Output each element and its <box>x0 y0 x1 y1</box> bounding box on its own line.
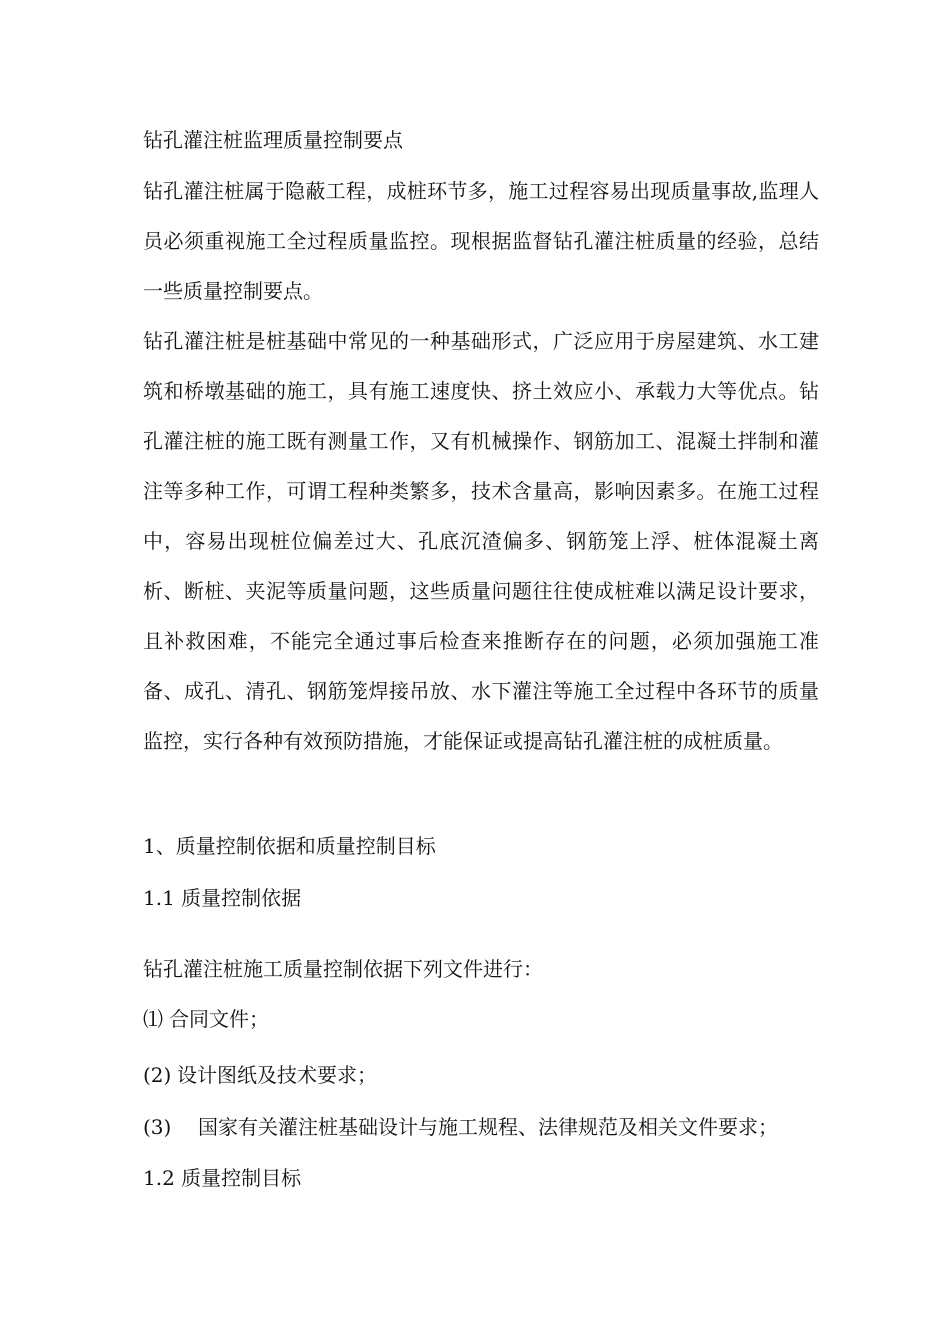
list-item <box>143 1115 778 1139</box>
section-1-heading: 1、质量控制依据和质量控制目标 <box>143 834 436 858</box>
list-item-number: ⑴ <box>143 1007 163 1031</box>
intro-paragraph: 钻孔灌注桩属于隐蔽工程，成桩环节多，施工过程容易出现质量事故,监理人员必须重视施工全过程质量监控。现根据监督钻孔灌注桩质量的经验，总结一些质量控制要点。 <box>143 179 819 303</box>
list-item-text: 国家有关灌注桩基础设计与施工规程、法律规范及相关文件要求； <box>198 1115 778 1139</box>
list-item-number: (2) <box>143 1063 172 1087</box>
list-item-text: 设计图纸及技术要求； <box>177 1063 377 1087</box>
main-paragraph: 钻孔灌注桩是桩基础中常见的一种基础形式，广泛应用于房屋建筑、水工建筑和桥墩基础的施工，具有施工速度快、挤土效应小、承载力大等优点。钻孔灌注桩的施工既有测量工作，又有机械操作、钢筋加工、混凝土拌制和灌注等多种工作，可谓工程种类繁多，技术含量高，影响因素多。在施工过程中，容易出现桩位偏差过大、孔底沉渣偏多、钢筋笼上浮、桩体混凝土离析、断桩、夹泥等质量问题，这些质量问题往往使成桩难以满足设计要求，且补救困难，不能完全通过事后检查来推断存在的问题，必须加强施工准备、成孔、清孔、钢筋笼焊接吊放、水下灌注等施工全过程中各环节的质量监控，实行各种有效预防措施，才能保证或提高钻孔灌注桩的成桩质量。 <box>143 329 819 753</box>
list-item <box>143 1007 269 1031</box>
section-1-1-heading: 1.1 质量控制依据 <box>143 886 302 910</box>
list-item-text: 合同文件； <box>169 1007 269 1031</box>
document-title: 钻孔灌注桩监理质量控制要点 <box>143 128 403 152</box>
section-1-2-heading: 1.2 质量控制目标 <box>143 1166 302 1190</box>
list-item-number: (3) <box>143 1115 172 1139</box>
basis-intro: 钻孔灌注桩施工质量控制依据下列文件进行： <box>143 957 543 981</box>
list-item <box>143 1063 377 1087</box>
